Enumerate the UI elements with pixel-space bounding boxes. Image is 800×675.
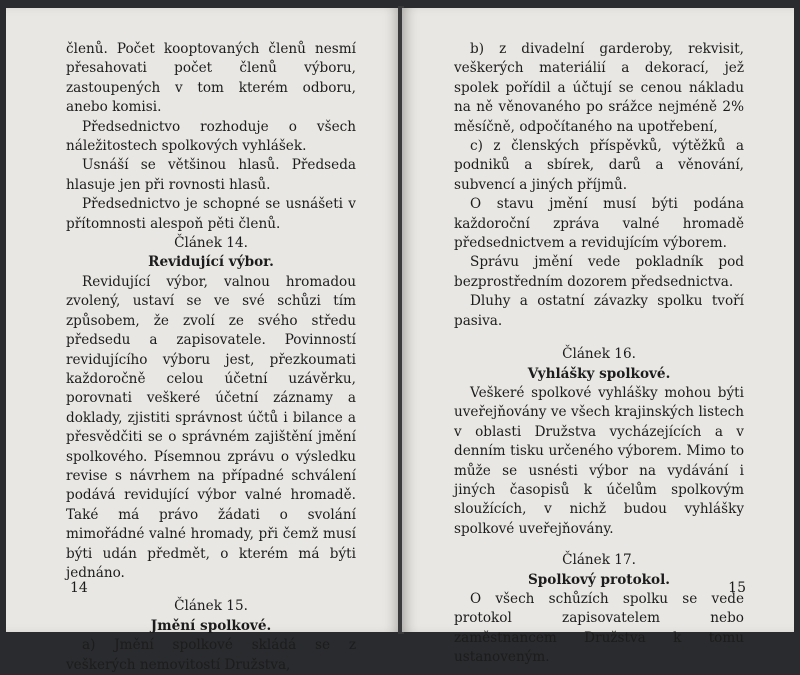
article-14-text: Revidující výbor, valnou hromadou zvolený, ustaví se ve své schůzi tím způsobem, že zvolí ze svého středu předsedu a zapisovatele. Povinností revidujícího výboru jest, přezkoumati každoročně celou účetní uzávěrku, porovnati veškeré účetní záznamy a doklady, zjistiti správnost účtů i bilance a přesvědčiti se o správném zajištění jmění spolkového. Písemnou zprávu o výsledku revise s návrhem na případné schválení podává revidující výbor valné hromadě. Také má právo žádati o svolání mimořádné valné hromady, při čemž musí býti udán předmět, o kterém má býti jednáno. (66, 273, 356, 581)
article-15-item-c: c) z členských příspěvků, výtěžků a podniků a sbírek, darů a věnování, subvencí a jiných příjmů. (454, 138, 744, 193)
article-17-title: Spolkový protokol. (527, 571, 671, 588)
article-14-title: Revidující výbor. (148, 254, 274, 271)
article-16-text: Veškeré spolkové vyhlášky mohou býti uveřejňovány ve všech krajinských listech v oblasti Družstva vycházejících a v denním tisku určeného výborem. Mimo to může se usnésti výbor na vydávání i jiných časopisů k účelům spolkovým sloužících, v nichž budou vyhlášky spolkové uveřejňovány. (454, 384, 744, 537)
page-number: 15 (728, 580, 746, 596)
article-17-text: O všech schůzích spolku se vede protokol zapisovatelem nebo zaměstnancem Družstva k tomu ustanoveným. (454, 590, 744, 666)
paragraph: Dluhy a ostatní závazky spolku tvoří pasiva. (454, 293, 744, 329)
article-16-heading: Článek 16. (562, 346, 636, 363)
article-15-item-b: b) z divadelní garderoby, rekvisit, veškerých materiálií a dekorací, jež spolek pořídil a účtují se cenou nákladu na ně věnovaného po srážce nejméně 2% měsíčně, odpočítaného na upotřebení, (454, 41, 744, 135)
article-15-title: Jmění spolkové. (150, 617, 272, 634)
article-17-heading: Článek 17. (562, 552, 636, 569)
paragraph: Správu jmění vede pokladník pod bezprostředním dozorem předsednictva. (454, 254, 744, 290)
paragraph: O stavu jmění musí býti podána každoroční zpráva valné hromadě předsednictvem a revidujícím výborem. (454, 196, 744, 252)
article-15-item-a: a) Jmění spolkové skládá se z veškerých nemovitostí Družstva, (66, 637, 356, 673)
page-number: 14 (70, 580, 88, 596)
paragraph: členů. Počet kooptovaných členů nesmí přesahovati počet členů výboru, zastoupených v tom kterém odboru, anebo komisi. (66, 41, 356, 116)
left-page-text (66, 40, 356, 675)
article-16-title: Vyhlášky spolkové. (527, 365, 671, 382)
paragraph: Usnáší se většinou hlasů. Předseda hlasuje jen při rovnosti hlasů. (66, 157, 356, 193)
left-page (6, 8, 400, 673)
paragraph: Předsednictvo rozhoduje o všech náležitostech spolkových vyhlášek. (66, 118, 356, 155)
article-14-heading: Článek 14. (174, 235, 248, 252)
paragraph: Předsednictvo je schopné se usnášeti v přítomnosti alespoň pěti členů. (66, 196, 356, 232)
article-15-heading: Článek 15. (174, 598, 248, 615)
right-page (402, 8, 794, 666)
right-page-text (454, 40, 744, 668)
